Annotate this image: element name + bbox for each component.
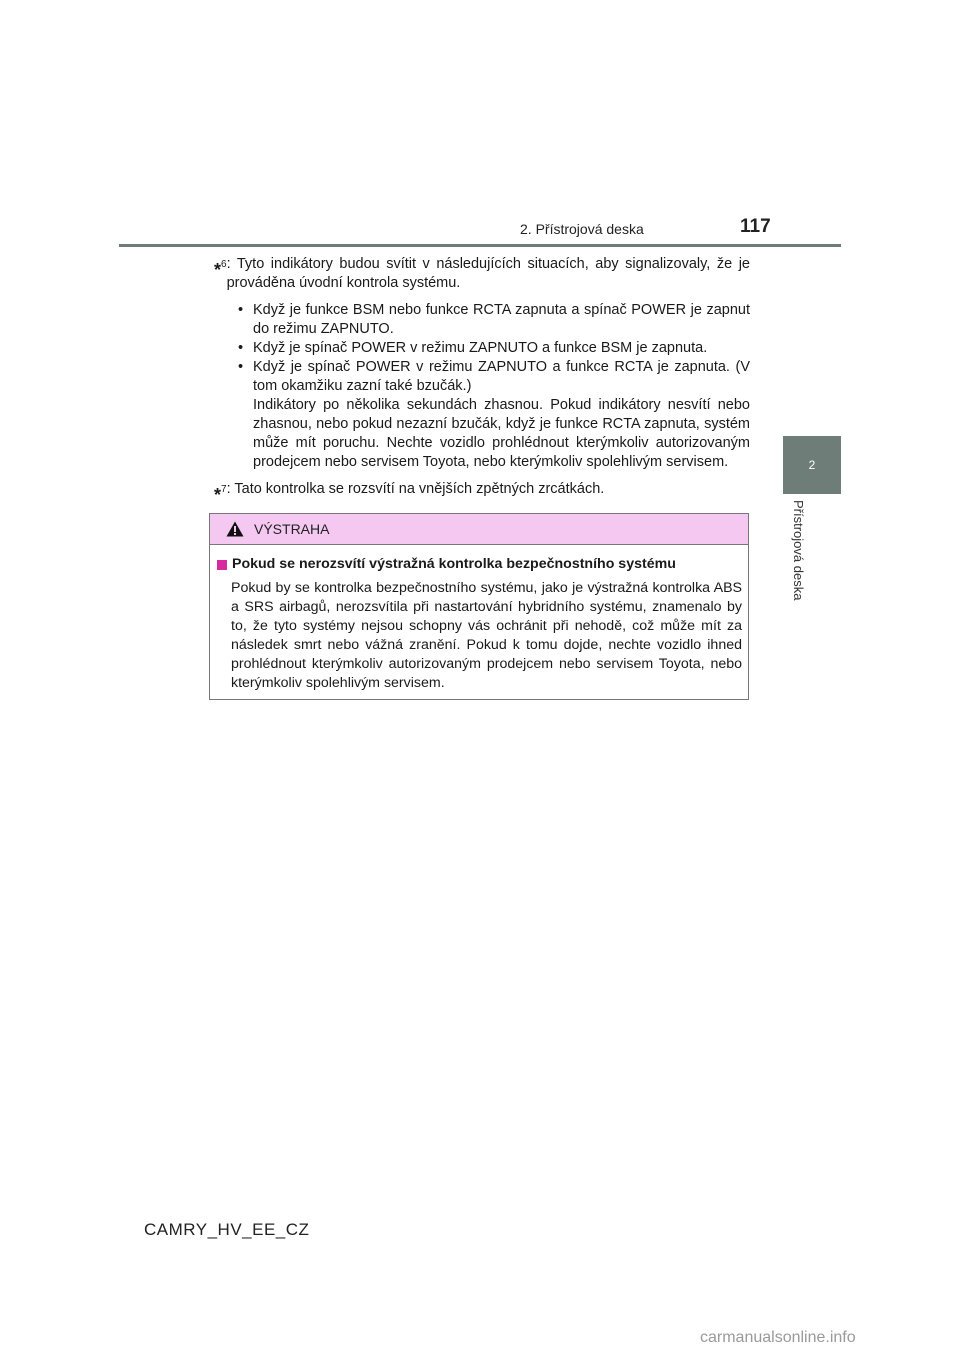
warning-header — [210, 514, 748, 545]
chapter-number: 2 — [808, 458, 816, 472]
footnote-7 — [214, 480, 750, 505]
page-number: 117 — [740, 216, 771, 237]
bullet-list — [238, 301, 750, 396]
footnote-text: : Tato kontrolka se rozsvítí na vnějších zpětných zrcátkách. — [226, 481, 605, 497]
warning-triangle-icon — [226, 521, 244, 537]
chapter-tab — [783, 436, 841, 494]
warning-title: Pokud se nerozsvítí výstražná kontrolka bezpečnostního systému — [217, 555, 742, 574]
warning-text: Pokud by se kontrolka bezpečnostního systému, jako je výstražná kontrolka ABS a SRS airbagů, nerozsvítila při nastartování hybridního systému, znamenalo by to, že tyto systémy nejsou schopny vás ochránit při nehodě, což může mít za následek smrt nebo vážná zranění. Pokud k tomu dojde, nechte vozidlo ihned prohlédnout kterýmkoliv autorizovaným prodejcem nebo servisem Toyota, nebo kterýmkoliv spolehlivým servisem. — [231, 580, 742, 691]
header-divider — [119, 244, 841, 247]
section-title: 2. Přístrojová deska — [520, 221, 644, 237]
main-content — [214, 255, 750, 505]
footnote-mark: *$^7$ — [214, 484, 227, 505]
footnote-mark: *$^6$ — [214, 259, 227, 280]
square-bullet-icon — [217, 560, 227, 570]
warning-box — [209, 513, 749, 700]
warning-label: VÝSTRAHA — [254, 521, 330, 537]
list-item: • Když je spínač POWER v režimu ZAPNUTO a funkce BSM je zapnuta. — [238, 340, 708, 356]
watermark: carmanualsonline.info — [700, 1329, 856, 1346]
chapter-side-title: Přístrojová deska — [791, 500, 806, 601]
footnote-6 — [214, 255, 750, 293]
list-item: • Když je funkce BSM nebo funkce RCTA zapnuta a spínač POWER je zapnut do režimu ZAPNUTO. — [238, 302, 750, 337]
list-item: • Když je spínač POWER v režimu ZAPNUTO a funkce RCTA je zapnuta. (V tom okamžiku zazní také bzučák.) — [238, 359, 750, 394]
footnote-text: : Tyto indikátory budou svítit v následujících situacích, aby signalizovaly, že je prováděna úvodní kontrola systému. — [226, 256, 750, 291]
warning-body — [210, 545, 748, 693]
document-code: CAMRY_HV_EE_CZ — [144, 1220, 310, 1239]
footnote-continuation: Indikátory po několika sekundách zhasnou. Pokud indikátory nesvítí nebo zhasnou, nebo pokud nezazní bzučák, když je funkce RCTA zapnuta, systém může mít poruchu. Nechte vozidlo prohlédnout kterýmkoliv autorizovaným prodejcem nebo servisem Toyota, nebo kterýmkoliv spolehlivým servisem. — [253, 397, 750, 470]
